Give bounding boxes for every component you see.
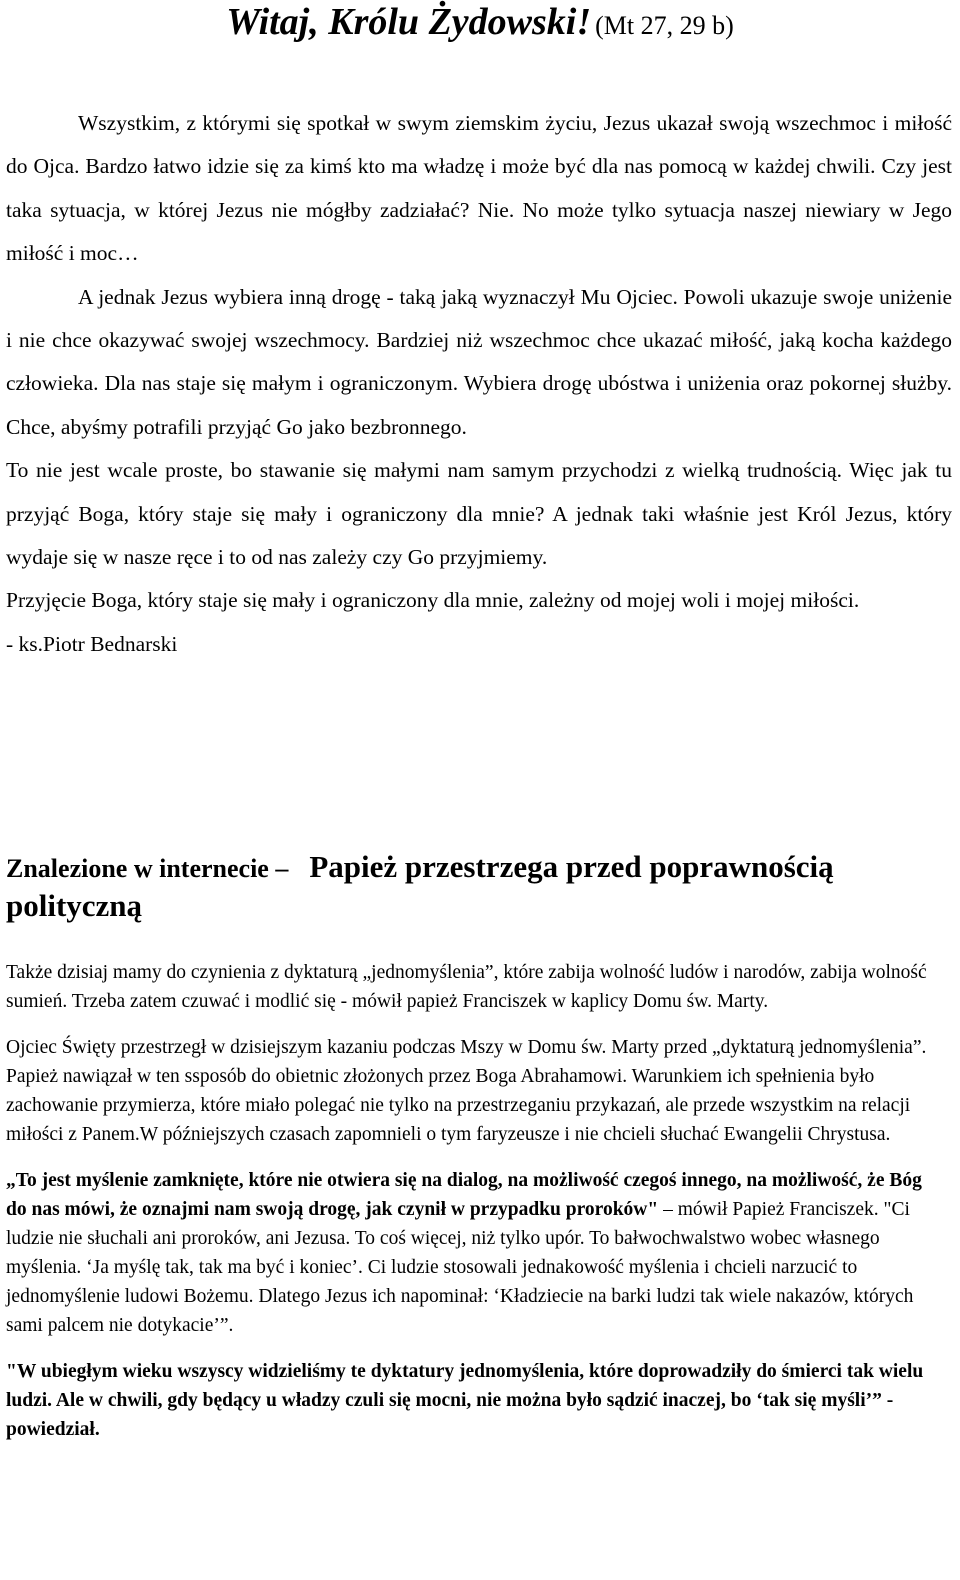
author-signature: - ks.Piotr Bednarski [6, 631, 178, 656]
article-body [6, 958, 946, 1461]
reflection-section [6, 102, 952, 666]
article-heading-title: Papież przestrzega przed poprawnością polityczną [6, 849, 834, 923]
article-heading-lead: Znalezione w internecie – [6, 854, 289, 883]
page-title [0, 0, 960, 44]
reflection-paragraph-3: To nie jest wcale proste, bo stawanie się małymi nam samym przychodzi z wielką trudnością. Więc jak tu przyjąć Boga, który staje się mały i ograniczony dla mnie? A jednak taki właśnie jest Król Jezus, który wydaje się w nasze ręce i to od nas zależy czy Go przyjmiemy. [6, 458, 952, 570]
article-paragraph-3 [6, 1166, 946, 1340]
article-quote-rest: – mówił Papież Franciszek. "Ci ludzie nie słuchali ani proroków, ani Jezusa. To coś więcej, niż tylko upór. To bałwochwalstwo wobec własnego myślenia. ‘Ja myślę tak, tak ma być i koniec’. Ci ludzie stosowali jednakowość myślenia i chcieli narzucić to jednomyślenie ludowi Bożemu. Dlatego Jezus ich napominał: ‘Kładziecie na barki ludzi tak wiele nakazów, których sami palcem nie dotykacie’”. [6, 1199, 914, 1336]
article-paragraph-4: "W ubiegłym wieku wszyscy widzieliśmy te dyktatury jednomyślenia, które doprowadziły do śmierci tak wielu ludzi. Ale w chwili, gdy będący u władzy czuli się mocni, nie można było sądzić inaczej, bo ‘tak się myśli’” - powiedział. [6, 1361, 924, 1440]
title-main: Witaj, Królu Żydowski! [226, 1, 592, 43]
reflection-paragraph-2: A jednak Jezus wybiera inną drogę - taką jaką wyznaczył Mu Ojciec. Powoli ukazuje swoje uniżenie i nie chce okazywać swojej wszechmocy. Bardziej niż wszechmoc chce ukazać miłość, jaką kocha każdego człowieka. Dla nas staje się małym i ograniczonym. Wybiera drogę ubóstwa i uniżenia oraz pokornej służby. Chce, abyśmy potrafili przyjąć Go jako bezbronnego. [6, 284, 952, 439]
article-heading [6, 848, 952, 926]
article-paragraph-1: Także dzisiaj mamy do czynienia z dyktaturą „jednomyślenia”, które zabija wolność ludów i narodów, zabija wolność sumień. Trzeba zatem czuwać i modlić się - mówił papież Franciszek w kaplicy Domu św. Marty. [6, 962, 927, 1012]
article-paragraph-2: Ojciec Święty przestrzegł w dzisiejszym kazaniu podczas Mszy w Domu św. Marty przed „dyktaturą jednomyślenia”. Papież nawiązał w ten ssposób do obietnic złożonych przez Boga Abrahamowi. Warunkiem ich spełnienia było zachowanie przymierza, które miało polegać nie tylko na przestrzeganiu przykazań, ale przede wszystkim na relacji miłości z Panem.W późniejszych czasach zapomnieli o tym faryzeusze i nie chcieli słuchać Ewangelii Chrystusa. [6, 1037, 927, 1145]
reflection-paragraph-4: Przyjęcie Boga, który staje się mały i ograniczony dla mnie, zależny od mojej woli i mojej miłości. [6, 588, 860, 613]
article-quote-bold: „To jest myślenie zamknięte, które nie otwiera się na dialog, na możliwość czegoś innego, na możliwość, że Bóg do nas mówi, że oznajmi nam swoją drogę, jak czynił w przypadku proroków" [6, 1170, 922, 1220]
title-scripture-reference: (Mt 27, 29 b) [595, 11, 734, 40]
reflection-paragraph-1: Wszystkim, z którymi się spotkał w swym ziemskim życiu, Jezus ukazał swoją wszechmoc i miłość do Ojca. Bardzo łatwo idzie się za kimś kto ma władzę i może być dla nas pomocą w każdej chwili. Czy jest taka sytuacja, w której Jezus nie mógłby zadziałać? Nie. No może tylko sytuacja naszej niewiary w Jego miłość i moc… [6, 111, 952, 266]
